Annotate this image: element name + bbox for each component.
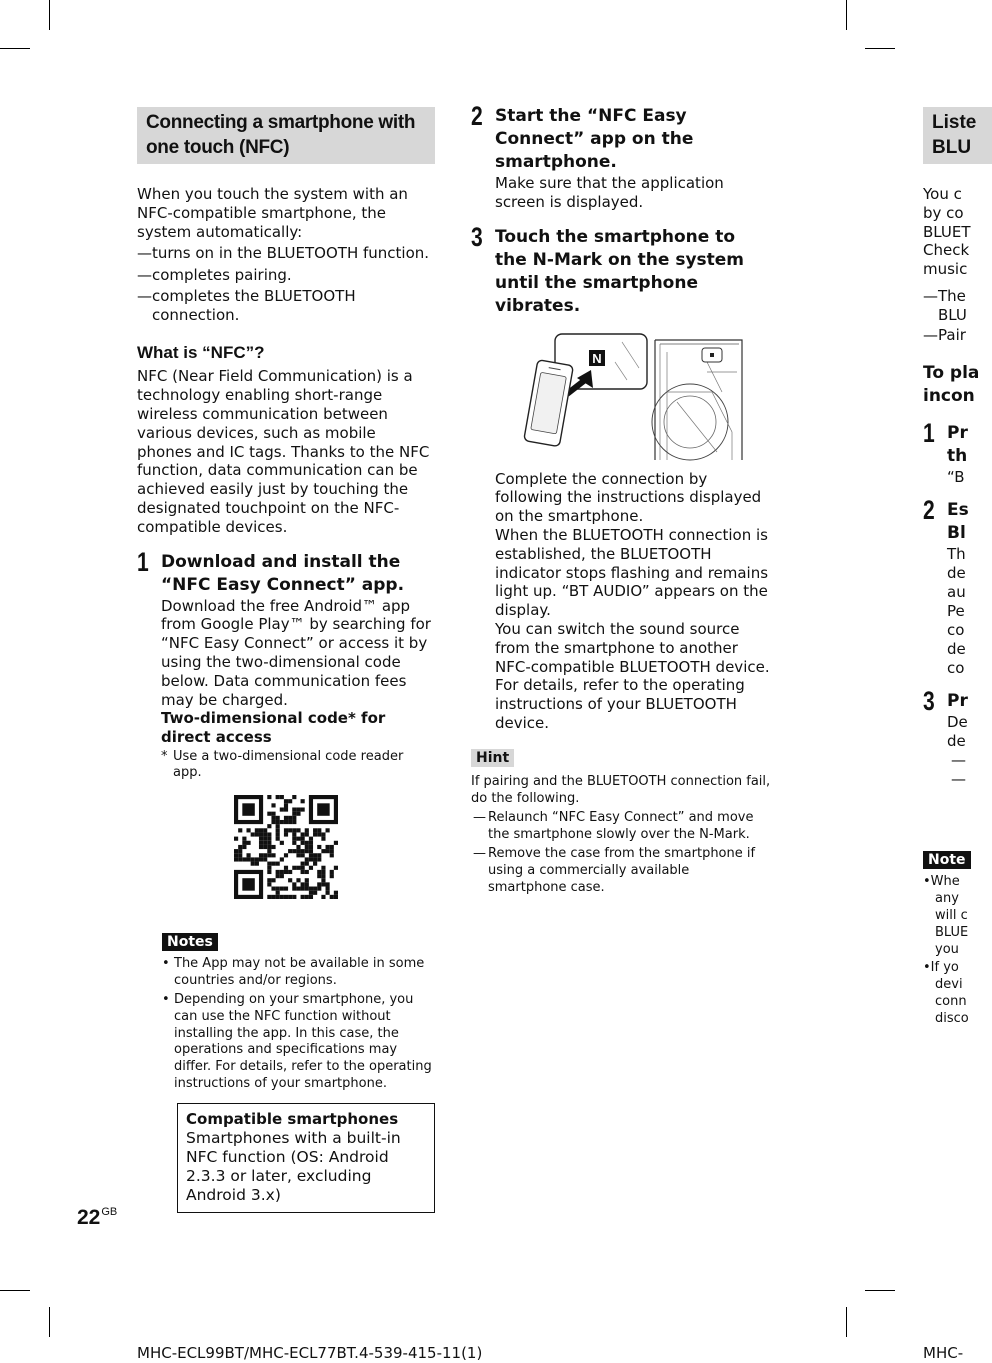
step-number: 3 bbox=[471, 221, 483, 252]
crop-mark bbox=[865, 1290, 895, 1291]
step-text: Make sure that the application screen is displayed. bbox=[495, 174, 724, 211]
next-step-2: 2 Es Bl Th de au Pe co de co bbox=[923, 495, 969, 678]
step-number: 1 bbox=[137, 546, 149, 577]
qr-code-image bbox=[234, 795, 338, 899]
left-column bbox=[137, 107, 435, 1213]
hint-list bbox=[471, 809, 771, 896]
svg-text:N: N bbox=[592, 350, 602, 366]
what-is-nfc-text: NFC (Near Field Communication) is a technology enabling short-range wireless communication between various devices, such as mobile phones and IC tags. Thanks to the NFC function, data communication can be achieved easily just by touching the designated touchpoint on the NFC-compatible devices. bbox=[137, 367, 430, 536]
note-item: • The App may not be available in some countries and/or regions. bbox=[162, 956, 425, 989]
compatible-text: Smartphones with a built-in NFC function (OS: Android 2.3.3 or later, excluding Android 3.x) bbox=[186, 1128, 401, 1204]
crop-mark bbox=[49, 1307, 50, 1337]
footnote: * Use a two-dimensional code reader app. bbox=[161, 749, 404, 781]
crop-mark bbox=[0, 48, 30, 49]
code-label: Two-dimensional code* for direct access bbox=[161, 709, 386, 747]
section-heading: Connecting a smartphone with one touch (NFC) bbox=[137, 107, 435, 164]
nfc-illustration bbox=[507, 332, 757, 462]
crop-mark bbox=[0, 1290, 30, 1291]
step-text: Download the free Android™ app from Google Play™ by searching for “NFC Easy Connect” or access it by using the two-dimensional code below. Data communication fees may be charged. bbox=[161, 596, 431, 709]
list-item: — turns on in the BLUETOOTH function. bbox=[137, 244, 430, 263]
crop-mark bbox=[846, 1307, 847, 1337]
middle-column bbox=[471, 97, 771, 896]
hint-label: Hint bbox=[471, 749, 514, 767]
next-note: Note •Whe any will c BLUE you •If yo devi conn disco bbox=[923, 852, 969, 1026]
step-1 bbox=[137, 546, 435, 904]
hint-intro: If pairing and the BLUETOOTH connection fail, do the following. bbox=[471, 773, 771, 806]
step-text: You can switch the sound source from the smartphone to another NFC-compatible BLUETOOTH device. bbox=[495, 619, 770, 676]
step-title: Download and install the “NFC Easy Connect” app. bbox=[161, 551, 405, 595]
crop-mark bbox=[846, 0, 847, 30]
step-text: Complete the connection by following the instructions displayed on the smartphone. bbox=[495, 469, 762, 526]
next-subheading: To pla incon bbox=[923, 363, 980, 407]
qr-code[interactable] bbox=[234, 795, 435, 903]
crop-mark bbox=[49, 0, 50, 30]
hint-item: — Remove the case from the smartphone if using a commercially available smartphone case. bbox=[473, 845, 756, 895]
hint-block bbox=[471, 747, 771, 896]
notes-list bbox=[162, 956, 435, 1092]
step-text: For details, refer to the operating instructions of your BLUETOOTH device. bbox=[495, 676, 745, 732]
notes-label: Notes bbox=[162, 933, 218, 951]
compatible-title: Compatible smartphones bbox=[186, 1109, 399, 1128]
hint-item: — Relaunch “NFC Easy Connect” and move the smartphone slowly over the N-Mark. bbox=[473, 809, 754, 842]
step-2 bbox=[471, 101, 771, 212]
compatible-box bbox=[177, 1103, 435, 1213]
step-number: 2 bbox=[471, 101, 483, 131]
step-text: When the BLUETOOTH connection is established, the BLUETOOTH indicator stops flashing and remains light up. “BT AUDIO” appears on the display. bbox=[495, 525, 769, 620]
footer-model-code-next: MHC- bbox=[923, 1344, 964, 1362]
next-page-fragment bbox=[923, 107, 980, 1028]
footer-model-code: MHC-ECL99BT/MHC-ECL77BT.4-539-415-11(1) bbox=[137, 1344, 483, 1362]
system-outline bbox=[655, 340, 742, 460]
crop-mark bbox=[865, 48, 895, 49]
step-title: Start the “NFC Easy Connect” app on the smartphone. bbox=[495, 106, 694, 172]
smartphone-icon bbox=[524, 359, 574, 446]
next-dash-list: —The BLU —Pair bbox=[923, 286, 967, 344]
auto-list bbox=[137, 244, 435, 324]
next-heading: Liste BLU bbox=[923, 107, 992, 164]
next-step-3: 3 Pr De de — — bbox=[923, 686, 968, 789]
list-item: — completes the BLUETOOTH connection. bbox=[137, 287, 356, 324]
step-3 bbox=[471, 221, 771, 733]
list-item: — completes pairing. bbox=[137, 265, 292, 284]
next-intro: You c by co BLUET Check music bbox=[923, 185, 971, 279]
next-step-1: 1 Pr th “B bbox=[923, 418, 968, 487]
note-item: • Depending on your smartphone, you can use the NFC function without installing the app. In this case, the operations and specifications may differ. For details, refer to the operating instructions of your smartphone. bbox=[162, 991, 432, 1091]
page-number: $22^{GB}$ bbox=[77, 1206, 118, 1229]
what-is-nfc-heading: What is “NFC”? bbox=[137, 343, 265, 363]
intro-text: When you touch the system with an NFC-compatible smartphone, the system automatically: bbox=[137, 185, 408, 241]
step-title: Touch the smartphone to the N-Mark on the system until the smartphone vibrates. bbox=[495, 226, 745, 316]
notes-block bbox=[162, 931, 435, 1092]
